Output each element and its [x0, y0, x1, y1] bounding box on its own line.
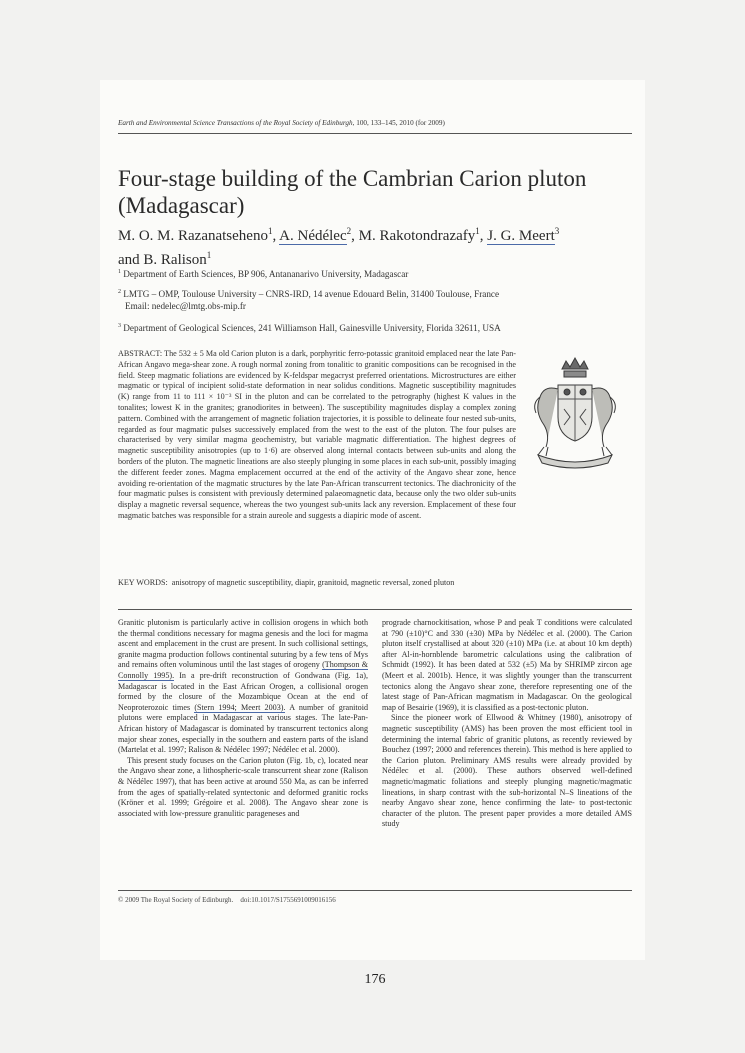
society-crest-icon [522, 355, 628, 471]
page-number: 176 [364, 972, 386, 987]
body-text: A number of granitoid plutons were emplaced in Madagascar at various stages. The late-Pan-African history of Madagascar is dominated by transcurrent tectonics along major shear zones, especially in the southern and eastern parts of the island (Martelat et al. 1997; Ralison & Nédélec 1997; Nédélec et al. 2000). [118, 702, 369, 755]
page-footer [118, 896, 630, 904]
citation-link-stern-meert[interactable]: (Stern 1994; Meert 2003). [194, 702, 286, 712]
affiliation-3 [118, 320, 638, 334]
citation-link-thompson[interactable]: (Thompson & Connolly 1995). [118, 660, 368, 680]
header-rule [118, 133, 632, 134]
abstract-label: ABSTRACT: [118, 349, 163, 358]
journal-header [118, 119, 628, 127]
affiliation-3-number: 3 [118, 323, 121, 329]
paper-title: Four-stage building of the Cambrian Carion pluton (Madagascar) [118, 166, 587, 218]
keywords [118, 578, 630, 589]
journal-volume: 100, 133–145, 2010 (for 2009) [356, 119, 445, 127]
author-5: and B. Ralison [118, 252, 207, 268]
body-column-right [382, 618, 632, 830]
author-4-affil: 3 [554, 226, 560, 236]
author-2-affil: 2 [346, 226, 352, 236]
keywords-text: anisotropy of magnetic susceptibility, diapir, granitoid, magnetic reversal, zoned pluton [171, 578, 455, 587]
copyright-text: © 2009 The Royal Society of Edinburgh. [118, 896, 234, 904]
author-1-affil: 1 [267, 226, 273, 236]
body-text: In a pre-drift reconstruction of Gondwana (Fig. 1a), Madagascar is located in the East African Orogen, a collisional orogen formed by the closure of the Mozambique Ocean at the end of Neoproterozoic times [118, 670, 368, 712]
abstract [118, 349, 516, 522]
body-paragraph: This present study focuses on the Carion pluton (Fig. 1b, c), located near the Angavo shear zone, a lithospheric-scale transcurrent shear zone (Ralison & Nédélec 1997), that has been active at around 550 Ma, as can be inferred from the ages of spatially-related syntectonic and deformed granitic rocks (Kröner et al. 1999; Grégoire et al. 2008). The Angavo shear zone is associated with low-pressure granulitic parageneses and [118, 755, 368, 818]
author-2-link[interactable]: A. Nédélec [279, 228, 347, 244]
author-4-link[interactable]: J. G. Meert [487, 228, 555, 244]
author-1: M. O. M. Razanatseheno [118, 228, 268, 244]
author-list: M. O. M. Razanatseheno$^1$, A. Nédélec$^2$, M. Rakotondrazafy$^1$, J. G. Meert$^3$ and B. Ralison$^1$ [118, 226, 560, 268]
affiliation-3-text: Department of Geological Sciences, 241 Williamson Hall, Gainesville University, Florida 32611, USA [123, 323, 501, 334]
affiliation-1-text: Department of Earth Sciences, BP 906, Antananarivo University, Madagascar [123, 269, 409, 280]
affiliation-2 [118, 286, 638, 312]
body-column-left [118, 618, 368, 819]
body-paragraph: prograde charnockitisation, whose P and peak T conditions were calculated at 790 (±10)°C and 330 (±30) MPa by Nédélec et al. (2000). The Carion pluton itself crystallised at about 320 (±10) MPa (i.e. at about 10 km depth) after Al-in-hornblende barometric calculations using the calibration of Schmidt (1992). It has been dated at 532 (±5) Ma by SHRIMP zircon age (Meert et al. 2001b). Hence, it was slightly younger than the transcurrent tectonics along the Angavo shear zone, therefore representing one of the latest stage of Pan-African magmatism in Madagascar. On the geological map of Besairie (1969), it is classified as a post-tectonic pluton. [382, 618, 632, 712]
affiliation-1-number: 1 [118, 269, 121, 275]
affiliation-2-number: 2 [118, 289, 121, 295]
author-5-affil: 1 [206, 250, 212, 260]
abstract-text: The 532 ± 5 Ma old Carion pluton is a dark, porphyritic ferro-potassic granitoid emplaced near the late Pan-African Angavo mega-shear zone. A rough normal zoning from tonalitic to granitic compositions can be recognised in the field. Steep magmatic foliations are evidenced by K-feldspar megacryst preferred orientations. Microstructures are either magmatic or typical of incipient solid-state deformation in near solidus conditions. Magnetic susceptibility magnitudes (K) range from 11 to 111 × 10⁻³ SI in the pluton and can be correlated to the petrography (highest K values in the tonalites; lowest K in the granites; granodiorites in between). The susceptibility magnitudes display a complex zoning pattern. Combined with the arrangement of magnetic foliation trajectories, it is possible to delineate four nested sub-units, regarded as four magmatic pulses successively emplaced from the west to the east of the pluton. The four pulses are characterised by very similar magma geochemistry, but variable magmatic differentiation. The highest degrees of magnetic susceptibility anisotropies (up to 1·6) are observed along internal contacts between sub-units and along the borders of the pluton. The magnetic lineations are also steeply plunging in some places in each sub-unit, possibly imaging the different feeder zones. Magma emplacement occurred at the end of the activity of the Angavo shear zone, hence avoiding re-orientation of the magmatic structures by the late Pan-African transcurrent tectonics. The diachronicity of the four magmatic pulses is consistent with previously determined palaeomagnetic data, because only the two older sub-units display a magnetic reversal sequence, whereas the two youngest sub-units lack any reversion. Emplacement of these four magmatic batches was responsible for a strain aureole and suggests a diapiric mode of ascent. [118, 349, 516, 520]
affiliation-2-email: Email: nedelec@lmtg.obs-mip.fr [125, 301, 246, 312]
journal-name: Earth and Environmental Science Transactions of the Royal Society of Edinburgh, [118, 119, 355, 127]
affiliation-1 [118, 266, 638, 280]
doi-text: doi:10.1017/S1755691009016156 [240, 896, 336, 904]
affiliation-2-text: LMTG – OMP, Toulouse University – CNRS-IRD, 14 avenue Edouard Belin, 31400 Toulouse, France [123, 289, 500, 300]
body-text: Granitic plutonism is particularly active in collision orogens in which both the thermal conditions necessary for magma genesis and the loci for magma ascent and emplacement in the crust are present. In such collisional settings, granite magma production follows continental suturing by a few tens of Mys and remains often voluminous until the last stages of orogeny [118, 618, 368, 670]
author-3: M. Rakotondrazafy [358, 228, 476, 244]
author-3-affil: 1 [475, 226, 480, 236]
body-paragraph [118, 618, 368, 756]
footer-rule [118, 890, 632, 891]
keywords-label: KEY WORDS: [118, 578, 168, 587]
keywords-rule [118, 609, 632, 610]
body-paragraph: Since the pioneer work of Ellwood & Whitney (1980), anisotropy of magnetic susceptibility (AMS) has been proven the most efficient tool in determining the internal fabric of granitic plutons, as recently reviewed by Bouchez (1997; 2000 and references therein). This method is here applied to the Carion pluton. Preliminary AMS results were already provided by Nédélec et al. (2000). These authors observed well-defined magnetic/magmatic foliations and steeply plunging magnetic/magmatic lineations, in sharp contrast with the sub-horizontal N–S lineations of the nearby Angavo shear zone, hence confirming the late- to post-tectonic character of the pluton. The present paper provides a more detailed AMS study [382, 713, 632, 829]
